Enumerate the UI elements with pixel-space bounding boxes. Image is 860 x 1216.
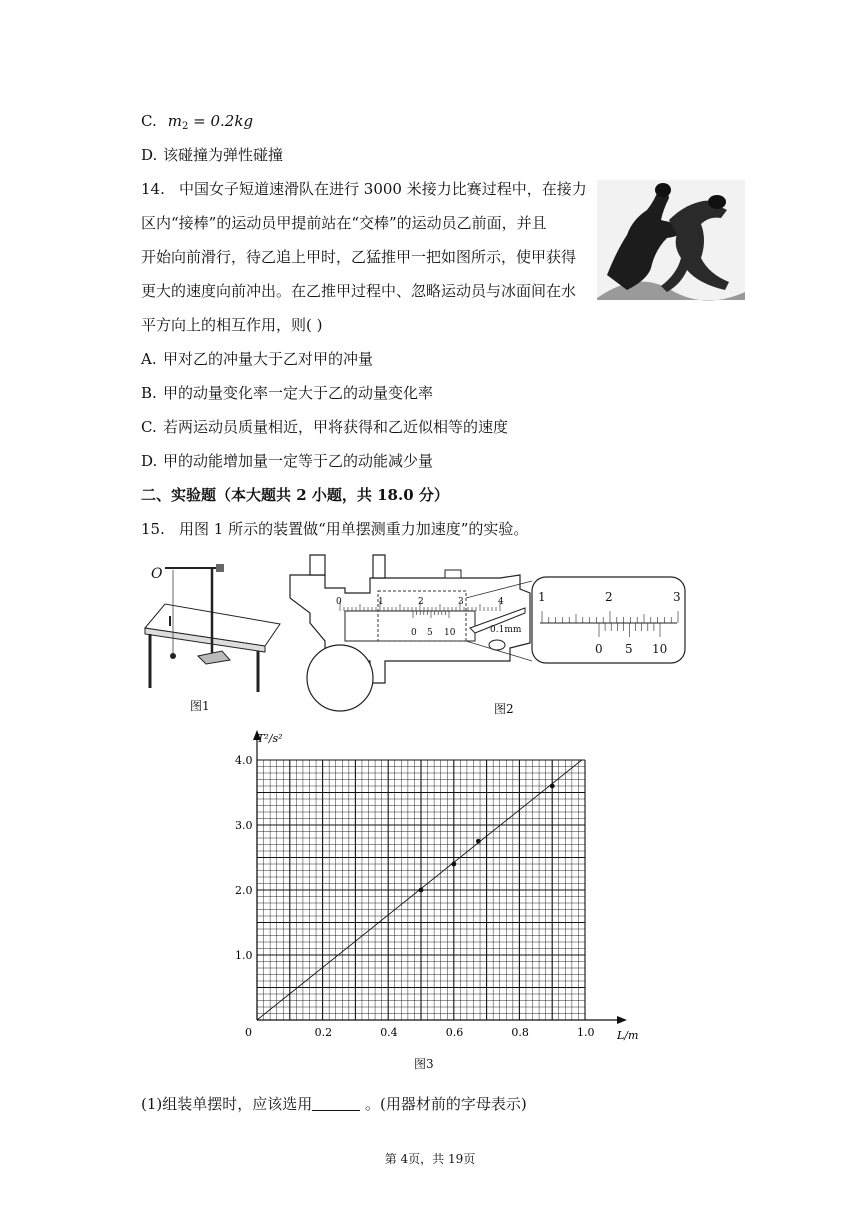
- q14-line-5: 平方向上的相互作用，则( ): [141, 316, 323, 334]
- q15-text: 用图 1 所示的装置做“用单摆测重力加速度”的实验。: [179, 520, 529, 538]
- sub1-suffix: 。(用器材前的字母表示): [360, 1095, 527, 1113]
- q14-line-2: 区内“接棒”的运动员甲提前站在“交棒”的运动员乙前面，并且: [141, 214, 547, 232]
- vernier-label-5: 5: [427, 628, 433, 638]
- mass-value: = 0.2kg: [188, 112, 254, 130]
- q14-option-c: [141, 417, 508, 437]
- y-tick-label: 3.0: [235, 819, 253, 832]
- zoom-vernier-label-5: 5: [625, 642, 633, 656]
- main-scale-label-3: 3: [458, 597, 464, 607]
- option-label: D.: [141, 452, 158, 470]
- vernier-label-0: 0: [411, 628, 417, 638]
- x-tick-labels: [245, 1026, 595, 1039]
- q14-text: 中国女子短道速滑队在进行 3000 米接力比赛过程中，在接力: [179, 180, 587, 198]
- main-scale-label-0: 0: [336, 597, 342, 607]
- mass-symbol: m: [167, 112, 183, 130]
- y-tick-label: 2.0: [235, 884, 253, 897]
- x-tick-label: 1.0: [577, 1026, 595, 1039]
- zoom-vernier-label-10: 10: [652, 642, 668, 656]
- main-scale-label-1: 1: [378, 597, 384, 607]
- x-tick-label: 0.6: [445, 1026, 464, 1039]
- option-text: 甲的动量变化率一定大于乙的动量变化率: [163, 384, 434, 402]
- question-number: 14.: [141, 180, 165, 198]
- answer-blank[interactable]: [312, 1094, 360, 1111]
- x-tick-label: 0.8: [511, 1026, 529, 1039]
- zoom-vernier-label-0: 0: [595, 642, 603, 656]
- q14-line-3: 开始向前滑行，待乙追上甲时，乙猛推甲一把如图所示，使甲获得: [141, 248, 577, 266]
- option-label: B.: [141, 384, 157, 402]
- data-point: [419, 888, 424, 893]
- caliper-precision: 0.1mm: [490, 625, 522, 635]
- option-label: A.: [141, 350, 157, 368]
- option-text: 甲的动能增加量一定等于乙的动能减少量: [163, 452, 434, 470]
- q14-line-4: 更大的速度向前冲出。在乙推甲过程中、忽略运动员与冰面间在水: [141, 282, 577, 300]
- q14-line-1: [141, 179, 587, 199]
- figure-2-caliper: [285, 553, 690, 713]
- q15-sub-1: [141, 1094, 527, 1114]
- figure-3-label: 图3: [414, 1057, 434, 1071]
- main-scale-label-4: 4: [498, 597, 504, 607]
- figure-3-graph: [235, 730, 645, 1045]
- x-tick-label: 0.2: [314, 1026, 333, 1039]
- option-c-prev: [141, 111, 253, 137]
- vernier-label-10: 10: [444, 628, 456, 638]
- option-label: D.: [141, 146, 158, 164]
- data-point: [550, 784, 555, 789]
- mass-subscript: 2: [182, 121, 189, 132]
- q14-option-b: [141, 383, 433, 403]
- page-footer: 第 4页，共 19页: [384, 1152, 476, 1166]
- y-tick-label: 4.0: [235, 754, 253, 767]
- x-axis-label: L/m: [617, 1029, 639, 1042]
- section-heading: 二、实验题（本大题共 2 小题，共 18.0 分）: [141, 486, 449, 504]
- question-number: 15.: [141, 520, 165, 538]
- figure-2-label: 图2: [494, 702, 514, 716]
- q14-option-a: [141, 349, 373, 369]
- option-text: 该碰撞为弹性碰撞: [163, 146, 284, 164]
- x-axis-arrow: [617, 1016, 627, 1024]
- q15-line-1: [141, 519, 528, 539]
- option-label: C.: [141, 418, 157, 436]
- zoom-main-label-3: 3: [673, 590, 681, 604]
- main-scale-label-2: 2: [418, 597, 424, 607]
- x-tick-label: 0: [245, 1026, 252, 1039]
- x-tick-label: 0.4: [380, 1026, 398, 1039]
- option-d-prev: [141, 145, 283, 165]
- y-tick-label: 1.0: [235, 949, 253, 962]
- option-text: 甲对乙的冲量大于乙对甲的冲量: [163, 350, 374, 368]
- sub1-prefix: (1)组装单摆时，应该选用: [141, 1095, 313, 1113]
- zoom-main-label-1: 1: [538, 590, 546, 604]
- skaters-image: [597, 180, 745, 300]
- y-tick-labels: [235, 754, 253, 962]
- option-text: 若两运动员质量相近，甲将获得和乙近似相等的速度: [163, 418, 509, 436]
- option-label: C.: [141, 112, 157, 130]
- q14-option-d: [141, 451, 433, 471]
- zoom-main-label-2: 2: [605, 590, 613, 604]
- figure-1-label: 图1: [190, 699, 210, 713]
- pivot-point-label: O: [151, 566, 163, 582]
- y-axis-label: T²/s²: [257, 732, 283, 745]
- data-point: [451, 862, 456, 867]
- data-point: [476, 839, 481, 844]
